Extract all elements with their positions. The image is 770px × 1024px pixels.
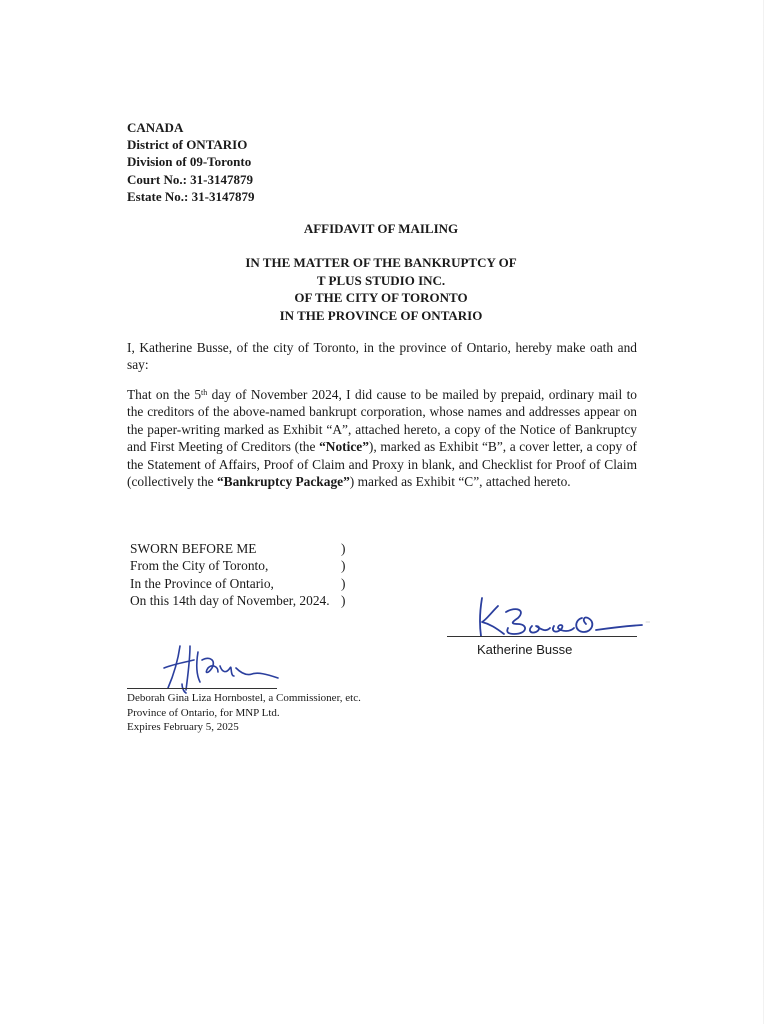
- ordinal-suffix: th: [201, 388, 208, 397]
- header-division: Division of 09-Toronto: [127, 154, 252, 170]
- package-term: “Bankruptcy Package”: [216, 474, 350, 490]
- sworn-row: [130, 592, 351, 609]
- matter-line: IN THE PROVINCE OF ONTARIO: [279, 307, 483, 323]
- matter-line: T PLUS STUDIO INC.: [316, 272, 446, 288]
- deponent-signature-line: [447, 636, 637, 637]
- notice-term: “Notice”: [319, 439, 369, 455]
- sworn-line: In the Province of Ontario,: [130, 575, 274, 591]
- commissioner-signature-icon: [160, 638, 290, 694]
- sworn-paren: ): [341, 575, 346, 591]
- commissioner-signature-line: [127, 688, 277, 689]
- sworn-line: On this 14th day of November, 2024.: [130, 593, 330, 609]
- deponent-signature-icon: [470, 592, 650, 642]
- mailing-text: ) marked as Exhibit “C”, attached hereto.: [349, 474, 571, 490]
- matter-heading: [127, 254, 635, 324]
- deponent-name: Katherine Busse: [477, 642, 573, 657]
- sworn-paren: ): [341, 593, 346, 609]
- mailing-paragraph: [127, 386, 637, 490]
- court-header: [127, 119, 254, 205]
- sworn-line: SWORN BEFORE ME: [130, 541, 257, 556]
- header-country: CANADA: [127, 120, 184, 135]
- document-title: AFFIDAVIT OF MAILING: [303, 221, 459, 236]
- matter-line: OF THE CITY OF TORONTO: [294, 290, 468, 305]
- mailing-text: ), marked as Exhibit “B”, a cover letter, a copy of the Statement of Affairs, Proof of Claim and Proxy in blank, and Checklist for Proof of Claim (collectively the: [127, 439, 637, 490]
- mailing-text: That on the 5: [127, 387, 202, 402]
- mailing-text: day of November 2024, I did cause to be mailed by prepaid, ordinary mail to the creditors of the above-named bankrupt corporation, whose names and addresses appear on the paper-writing marked as Exhibit “A”, attached hereto, a copy of the Notice of Bankruptcy and First Meeting of Creditors (the: [127, 387, 637, 455]
- oath-paragraph: I, Katherine Busse, of the city of Toronto, in the province of Ontario, hereby make oath and say:: [127, 340, 637, 373]
- header-estate-no: Estate No.: 31-3147879: [127, 188, 255, 204]
- commissioner-expiry: Expires February 5, 2025: [127, 721, 239, 733]
- sworn-paren: ): [341, 558, 346, 574]
- header-court-no: Court No.: 31-3147879: [127, 171, 254, 187]
- sworn-row: [130, 540, 351, 557]
- sworn-row: [130, 557, 351, 574]
- matter-line: IN THE MATTER OF THE BANKRUPTCY OF: [245, 255, 517, 270]
- header-district: District of ONTARIO: [127, 137, 248, 153]
- commissioner-name: Deborah Gina Liza Hornbostel, a Commissioner, etc.: [127, 692, 361, 704]
- sworn-row: [130, 575, 351, 592]
- sworn-paren: ): [341, 541, 346, 556]
- commissioner-block: [127, 691, 361, 735]
- sworn-block: [130, 540, 351, 610]
- scan-edge-line: [763, 0, 764, 1024]
- sworn-line: From the City of Toronto,: [130, 558, 269, 574]
- commissioner-province: Province of Ontario, for MNP Ltd.: [127, 706, 280, 719]
